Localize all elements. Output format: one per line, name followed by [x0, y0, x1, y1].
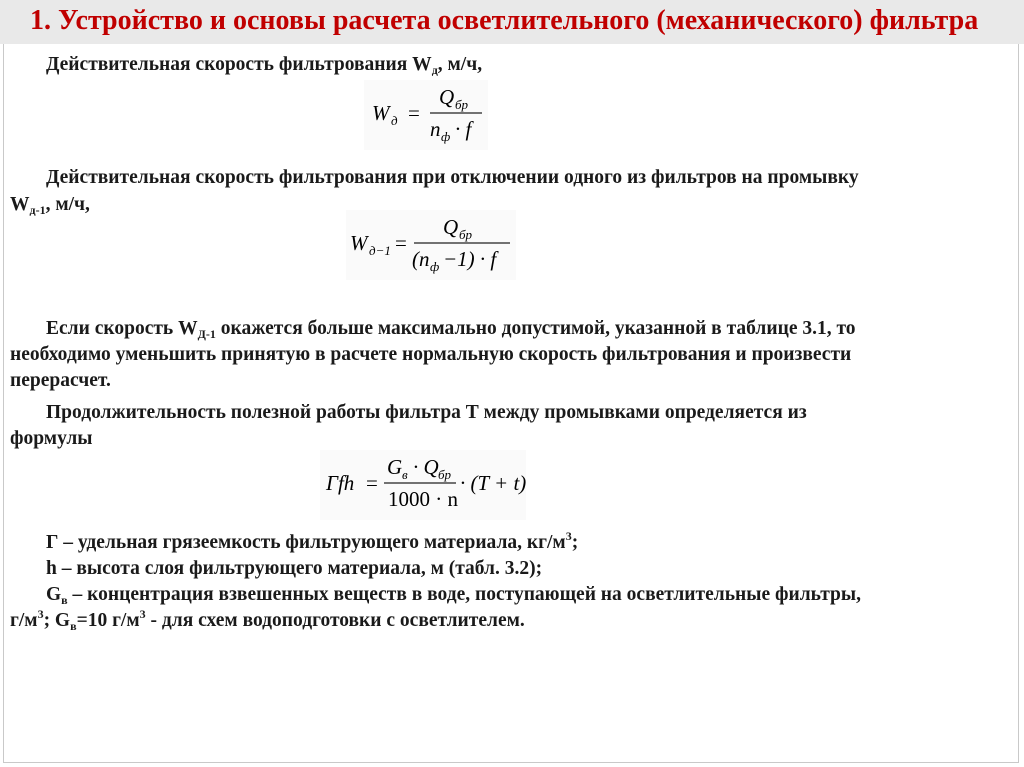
definition-gv-line2: $г/м^3$; $G_в=10$ $г/м^3$ - для схем водоподготовки с осветлителем.: [10, 607, 525, 633]
formula2-equals: =: [395, 231, 407, 255]
formula2-numerator: Q: [443, 215, 459, 239]
runtime-paragraph-line2: формулы: [10, 428, 93, 449]
formula1-denominator-n: n: [430, 117, 441, 141]
definition-gv-line1: $G_в$ – концентрация взвешенных веществ в воде, поступающей на осветлительные фильтры,: [46, 584, 862, 607]
formula3-denominator: 1000 · n: [388, 487, 458, 511]
slide-title: 1. Устройство и основы расчета осветлительного (механического) фильтра: [30, 5, 979, 36]
formula2-numerator-sub: бр: [459, 227, 473, 242]
velocity-definition: Действительная скорость фильтрования $W_д$, м/ч,: [46, 54, 483, 77]
formula2-denominator-n: (n: [412, 247, 430, 271]
formula3-lhs: Гfh: [326, 471, 355, 495]
formula3-numerator-q-sub: бр: [438, 467, 452, 482]
formula2-lhs-sub: д−1: [369, 243, 391, 258]
recalc-paragraph-line2: необходимо уменьшить принятую в расчете нормальную скорость фильтрования и произвести: [10, 344, 852, 365]
runtime-paragraph-line1: Продолжительность полезной работы фильтра Т между промывками определяется из: [46, 402, 807, 423]
formula-actual-velocity: [364, 80, 488, 150]
recalc-paragraph-line3: перерасчет.: [10, 370, 111, 391]
formula2-denominator-rest: −1) · f: [443, 247, 497, 271]
formula1-numerator: Q: [439, 85, 455, 109]
formula3-numerator-q: · Q: [413, 455, 439, 479]
formula3-numerator-g-sub: в: [402, 467, 408, 482]
formula1-equals: =: [408, 101, 420, 125]
formula1-lhs: W: [372, 101, 390, 125]
formula3-numerator-g: G: [387, 455, 403, 479]
formula-filter-runtime: [320, 450, 526, 520]
formula1-denominator-f: · f: [455, 117, 472, 141]
formula2-denominator-sub: ф: [430, 259, 440, 274]
velocity-one-off-symbol: $W_{д-1}$, м/ч,: [10, 194, 90, 217]
definition-g: Г – удельная грязеемкость фильтрующего материала, $кг/м^3$;: [46, 529, 579, 553]
definition-h: h – высота слоя фильтрующего материала, м (табл. 3.2);: [46, 558, 543, 579]
formula3-equals: =: [366, 471, 378, 495]
formula2-lhs: W: [350, 231, 368, 255]
formula3-tail: · (T + t): [460, 471, 526, 495]
formula-velocity-one-off: [346, 210, 516, 280]
formula1-denominator-sub: ф: [441, 129, 451, 144]
velocity-one-off-definition: Действительная скорость фильтрования при отключении одного из фильтров на промывку: [46, 167, 859, 188]
formula1-numerator-sub: бр: [455, 97, 469, 112]
formula1-lhs-sub: д: [391, 113, 398, 128]
title-bar: [0, 0, 1024, 44]
recalc-paragraph-line1: Если скорость $W_{Д-1}$ окажется больше максимально допустимой, указанной в таблице 3.1, то: [46, 318, 856, 341]
